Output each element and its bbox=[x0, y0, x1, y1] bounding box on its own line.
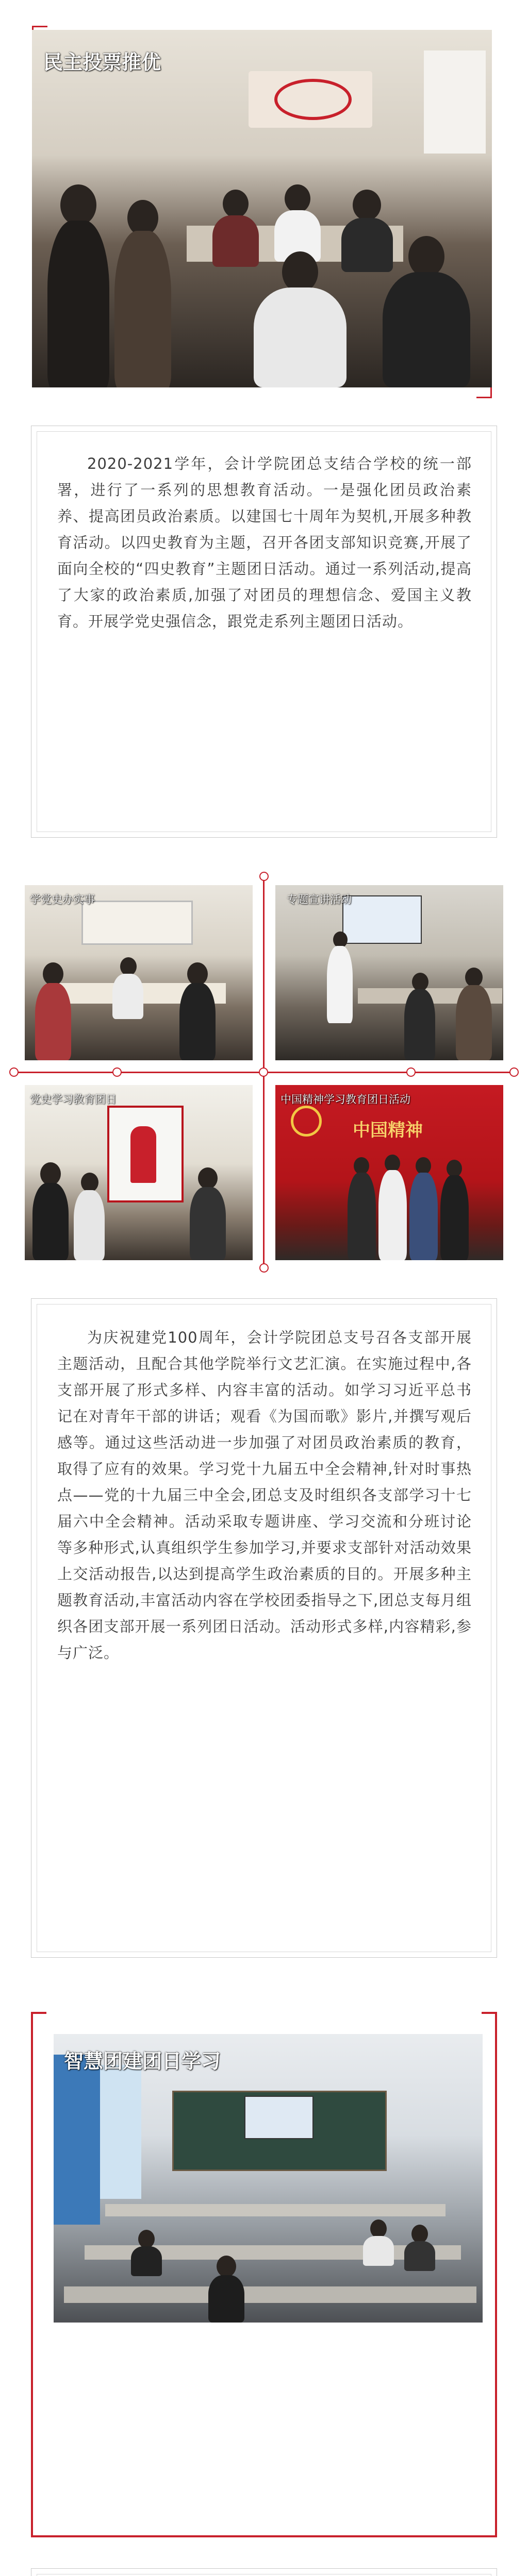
grid-photo-3-label: 党史学习教育团日 bbox=[30, 1093, 117, 1106]
window bbox=[424, 50, 486, 154]
section2-textbox bbox=[31, 1298, 497, 1958]
student bbox=[112, 957, 143, 1019]
grid-photo-4-label: 中国精神学习教育团日活动 bbox=[280, 1093, 410, 1106]
student-3 bbox=[212, 190, 259, 267]
section3-frame-left bbox=[31, 2012, 33, 2537]
red-figure-icon bbox=[130, 1126, 156, 1183]
party-emblem-icon bbox=[291, 1106, 322, 1137]
student-7 bbox=[383, 236, 470, 387]
student-6 bbox=[254, 251, 346, 387]
student-1 bbox=[47, 184, 109, 387]
projector-screen bbox=[342, 895, 422, 944]
desk-row bbox=[64, 2286, 476, 2303]
student bbox=[190, 1167, 226, 1260]
section1-paragraph: 2020-2021学年，会计学院团总支结合学校的统一部署，进行了一系列的思想教育活动。一是强化团员政治素养、提高团员政治素质。以建国七十周年为契机,开展多种教育活动。以四史教育为主题，召开各团支部知识竞赛,开展了面向全校的“四史教育”主题团日活动。通过一系列活动,提高了大家的政治素质,加强了对团员的理想信念、爱国主义教育。开展学党史强信念，跟党走系列主题团日活动。 bbox=[57, 455, 472, 630]
projector-screen bbox=[244, 2096, 314, 2139]
student-2 bbox=[114, 200, 171, 387]
section1-textbox bbox=[31, 426, 497, 838]
section3-frame-top bbox=[31, 2012, 46, 2014]
banner-text: 中国精神 bbox=[353, 1120, 423, 1141]
classroom-photo bbox=[54, 2034, 483, 2323]
window-curtain bbox=[54, 2055, 100, 2225]
grid-photo-3 bbox=[25, 1085, 253, 1260]
grid-photo-1 bbox=[25, 885, 253, 1060]
grid-mid-right-ring bbox=[406, 1067, 416, 1077]
audience bbox=[456, 968, 492, 1060]
student bbox=[179, 962, 216, 1060]
student bbox=[378, 1155, 407, 1260]
frame-bottom-right-h bbox=[476, 397, 492, 398]
section3-frame-right bbox=[495, 2012, 497, 2537]
window bbox=[100, 2065, 141, 2199]
voting-meeting-photo bbox=[32, 30, 492, 387]
student bbox=[32, 1162, 69, 1260]
desk-row bbox=[105, 2204, 446, 2216]
student bbox=[363, 2219, 394, 2266]
section3-textbox-inner-border bbox=[37, 2574, 491, 2576]
wall-logo bbox=[274, 79, 352, 120]
grid-right-ring bbox=[509, 1067, 519, 1077]
grid-photo-1-label: 学党史办实事 bbox=[30, 893, 95, 906]
grid-mid-left-ring bbox=[112, 1067, 122, 1077]
grid-left-ring bbox=[9, 1067, 19, 1077]
section3-frame-top-right bbox=[482, 2012, 497, 2014]
student bbox=[74, 1173, 105, 1260]
audience bbox=[404, 973, 435, 1060]
section1-title: 民主投票推优 bbox=[43, 51, 161, 74]
section2-paragraph: 为庆祝建党100周年，会计学院团总支号召各支部开展主题活动，且配合其他学院举行文艺汇演。在实施过程中,各支部开展了形式多样、内容丰富的活动。如学习习近平总书记在对青年干部的讲话；观看《为国而歌》影片,并撰写观后感等。通过这些活动进一步加强了对团员政治素质的教育，取得了应有的效果。学习党十九届五中全会精神,针对时事热点——党的十九届三中全会,团总支及时组织各支部学习十七届六中全会精神。活动采取专题讲座、学习交流和分班讨论等多种形式,认真组织学生参加学习,并要求支部针对活动效果上交活动报告,以达到提高学生政治素质的目的。开展多种主题教育活动,丰富活动内容在学校团委指导之下,团总支每月组织各团支部开展一系列团日活动。活动形式多样,内容精彩,参与广泛。 bbox=[57, 1329, 472, 1662]
student bbox=[440, 1160, 469, 1260]
grid-top-ring bbox=[259, 872, 269, 881]
grid-photo-2-label: 专题宣讲活动 bbox=[287, 893, 352, 906]
grid-photo-2 bbox=[275, 885, 503, 1060]
student bbox=[409, 1157, 438, 1260]
grid-photo-4 bbox=[275, 1085, 503, 1260]
section3-title: 智慧团建团日学习 bbox=[64, 2050, 221, 2073]
frame-top-left-h bbox=[32, 26, 47, 27]
section3-frame-bottom bbox=[31, 2535, 497, 2537]
section3-textbox bbox=[31, 2568, 497, 2576]
student bbox=[404, 2225, 435, 2271]
blackboard bbox=[81, 901, 193, 945]
student bbox=[131, 2230, 162, 2276]
student bbox=[348, 1157, 376, 1260]
student bbox=[35, 962, 71, 1060]
grid-center-ring bbox=[259, 1067, 268, 1077]
student-4 bbox=[274, 184, 321, 262]
student bbox=[208, 2256, 244, 2323]
grid-bottom-ring bbox=[259, 1263, 269, 1273]
speaker bbox=[327, 931, 353, 1024]
